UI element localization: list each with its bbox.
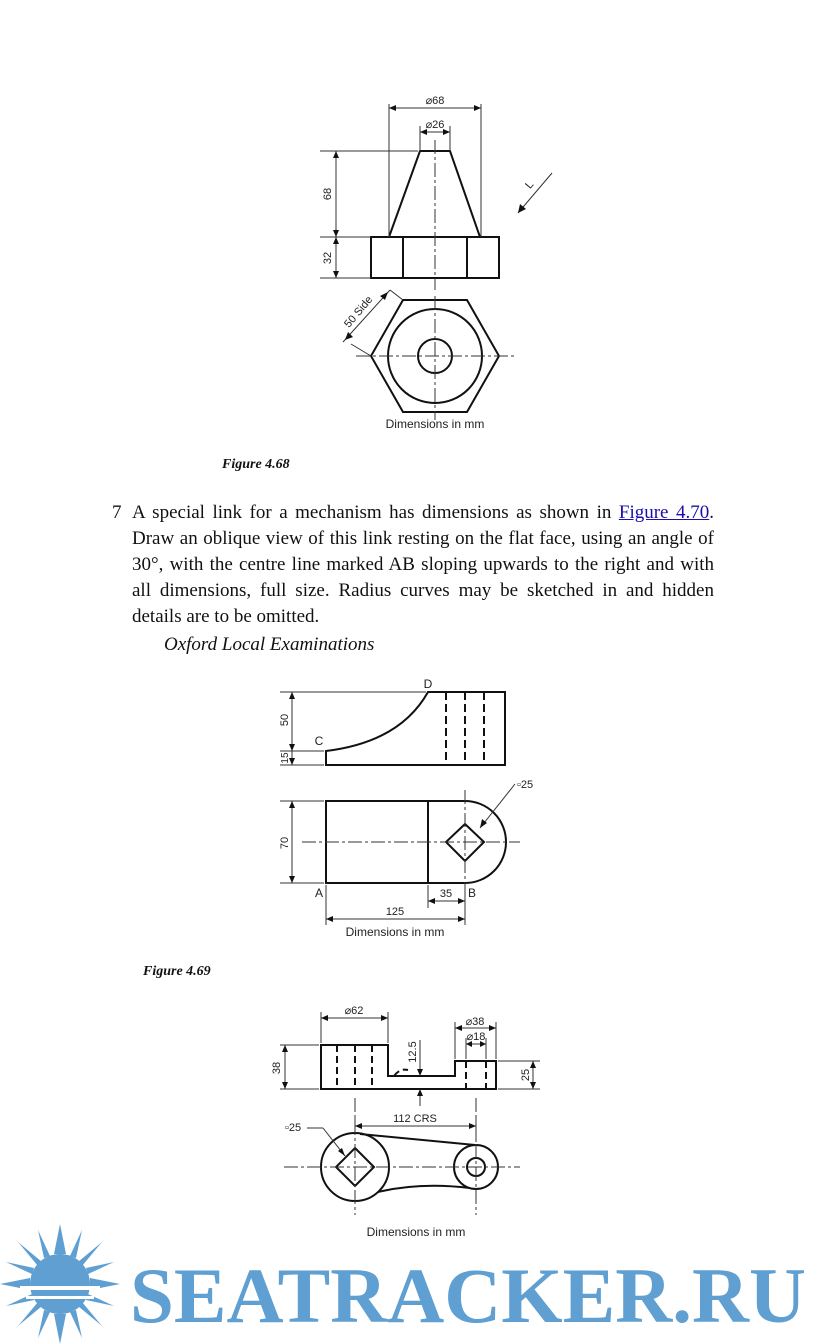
question-text-part2: . Draw an oblique view of this link resting on the flat face, using an angle of 30°, with the centre line marked AB sloping upwards to the right and with all dimensions, full size. Radius curves may be sketched in and hidden details are to be omitted. (132, 502, 714, 627)
dim-hex-height: 32 (322, 251, 334, 265)
dim-112-crs: 112 CRS (393, 1113, 437, 1125)
dim-15: 15 (280, 752, 291, 764)
view-arrow-label: L (523, 178, 537, 192)
dim-side-length: 50 Side (342, 293, 376, 331)
question-number: 7 (112, 502, 122, 523)
dim-38-diameter: ⌀38 (465, 1016, 485, 1028)
dim-62-diameter: ⌀62 (344, 1005, 364, 1017)
dim-cone-height: 68 (322, 187, 334, 201)
dim-inner-diameter: ⌀26 (425, 119, 445, 131)
question-source: Oxford Local Examinations (164, 634, 375, 655)
units-note: Dimensions in mm (366, 1225, 466, 1239)
figure-caption-4-68: Figure 4.68 (222, 457, 290, 472)
dim-18-diameter: ⌀18 (466, 1031, 486, 1043)
units-note: Dimensions in mm (345, 925, 445, 939)
dim-35: 35 (439, 888, 453, 900)
dim-125: 125 (385, 906, 405, 918)
question-text-part1: A special link for a mechanism has dimensions as shown in (132, 502, 619, 523)
units-note: Dimensions in mm (385, 417, 485, 431)
label-c: C (314, 734, 324, 748)
dim-12-5-thickness: 12.5 (407, 1041, 419, 1063)
dim-70: 70 (279, 836, 291, 850)
dim-38-height: 38 (271, 1061, 283, 1075)
label-a: A (314, 886, 324, 900)
figure-caption-4-69: Figure 4.69 (143, 964, 211, 979)
label-d: D (423, 677, 433, 691)
dim-square-25: ▫25 (517, 779, 534, 791)
dim-outer-diameter: ⌀68 (425, 95, 445, 107)
sun-logo-icon (0, 1224, 120, 1344)
watermark-text: SEATRACKER.RU (130, 1252, 806, 1339)
label-b: B (467, 886, 477, 900)
dim-square-25: ▫25 (285, 1122, 302, 1134)
figure-4-70-link[interactable]: Figure 4.70 (618, 502, 710, 523)
dim-25-height: 25 (520, 1068, 532, 1082)
dim-50: 50 (279, 713, 291, 727)
watermark (0, 1224, 816, 1344)
